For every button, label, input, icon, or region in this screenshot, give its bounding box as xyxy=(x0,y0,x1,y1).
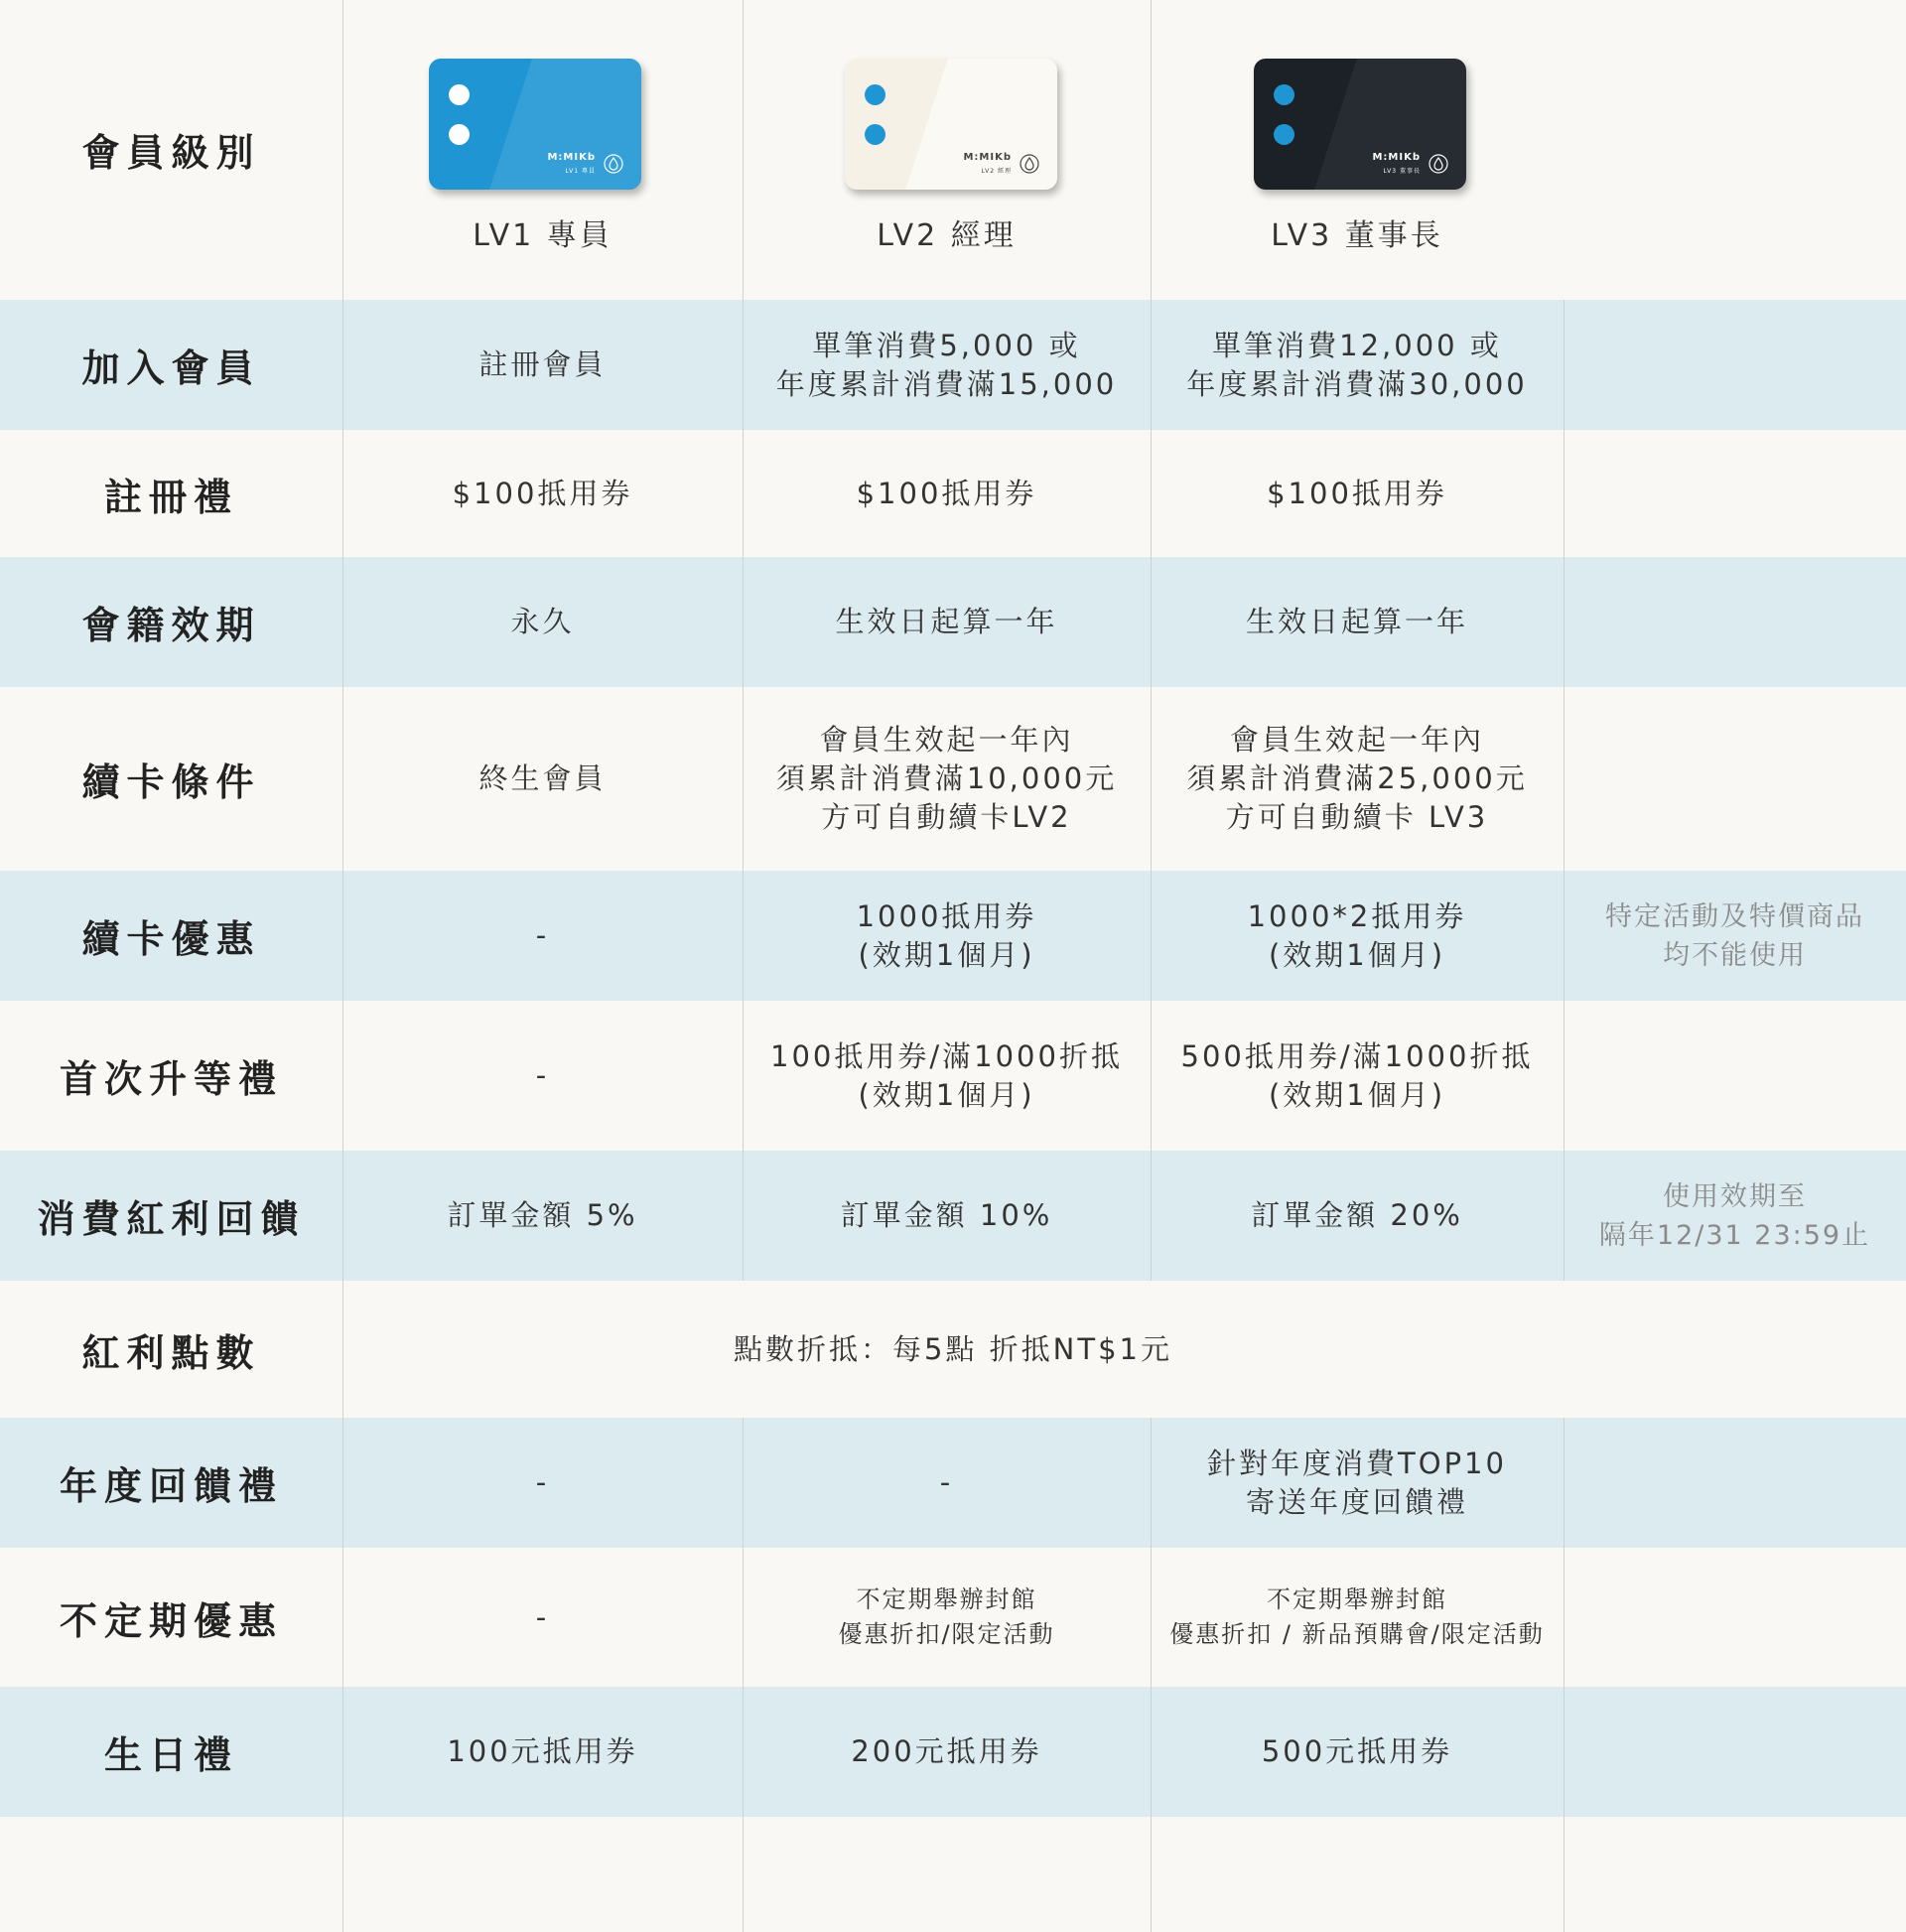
row-label: 註冊禮 xyxy=(103,475,238,519)
tier-value-lv2: 200元抵用券 xyxy=(851,1734,1042,1768)
merged-value: 點數折抵：每5點 折抵NT$1元 xyxy=(734,1331,1172,1366)
tier-name-lv1: LV1 專員 xyxy=(473,218,613,253)
tier-value-lv1: 終生會員 xyxy=(478,761,607,795)
tier-value-lv1: 訂單金額 5% xyxy=(447,1198,638,1232)
column-divider xyxy=(1564,300,1565,1281)
card-logo: M:MIKb xyxy=(963,152,1012,163)
tier-value-lv1: - xyxy=(535,1058,550,1092)
row-label: 會籍效期 xyxy=(81,604,261,647)
tier-value-lv2: 單筆消費5,000 或 年度累計消費滿15,000 xyxy=(775,328,1118,401)
column-divider xyxy=(1564,1418,1565,1932)
tier-value-lv1: 註冊會員 xyxy=(478,347,607,381)
card-tier-label: LV3 董事長 xyxy=(1383,168,1421,175)
card-dot-icon xyxy=(865,84,885,105)
row-label: 消費紅利回饋 xyxy=(37,1197,306,1241)
card-tier-label: LV1 專員 xyxy=(565,168,596,175)
tier-value-lv2: 生效日起算一年 xyxy=(835,605,1058,638)
tier-value-lv2: - xyxy=(939,1465,954,1499)
card-dot-icon xyxy=(1274,84,1294,105)
member-card-lv3 xyxy=(1254,59,1466,190)
tier-value-lv2: $100抵用券 xyxy=(856,476,1037,510)
tier-value-lv1: - xyxy=(535,1465,550,1499)
tier-value-lv3: 會員生效起一年內 須累計消費滿25,000元 方可自動續卡 LV3 xyxy=(1186,723,1528,834)
row-label: 首次升等禮 xyxy=(59,1057,283,1101)
row-label: 續卡優惠 xyxy=(81,917,261,961)
tier-value-lv2: 訂單金額 10% xyxy=(840,1198,1053,1232)
tier-value-lv2: 100抵用券/滿1000折抵 (效期1個月) xyxy=(770,1038,1123,1112)
tier-name-lv2: LV2 經理 xyxy=(877,218,1017,253)
card-logo: M:MIKb xyxy=(547,152,596,163)
tier-value-lv1: $100抵用券 xyxy=(452,476,633,510)
drop-logo-icon xyxy=(604,154,623,174)
tier-value-lv1: 100元抵用券 xyxy=(447,1734,638,1768)
row-label: 生日禮 xyxy=(103,1733,238,1777)
card-dot-icon xyxy=(449,84,470,105)
tier-value-lv1: 永久 xyxy=(510,605,575,638)
tier-value-lv2: 1000抵用券 (效期1個月) xyxy=(856,898,1037,972)
row-label: 年度回饋禮 xyxy=(59,1464,283,1508)
drop-logo-icon xyxy=(1429,154,1448,174)
member-card-lv2 xyxy=(845,59,1057,190)
tier-value-lv3: 500元抵用券 xyxy=(1261,1734,1453,1768)
tier-value-lv3: $100抵用券 xyxy=(1267,476,1447,510)
card-dot-icon xyxy=(1274,124,1294,145)
tier-value-lv3: 針對年度消費TOP10 寄送年度回饋禮 xyxy=(1207,1446,1507,1519)
tier-value-lv3: 生效日起算一年 xyxy=(1245,605,1468,638)
tier-value-lv3: 不定期舉辦封館 優惠折扣 / 新品預購會/限定活動 xyxy=(1169,1586,1545,1648)
tier-value-lv1: - xyxy=(535,918,550,952)
tier-name-lv3: LV3 董事長 xyxy=(1271,218,1443,253)
row-label: 紅利點數 xyxy=(81,1330,261,1375)
drop-logo-icon xyxy=(1020,154,1039,174)
row-label: 續卡條件 xyxy=(81,760,261,804)
tier-value-lv3: 500抵用券/滿1000折抵 (效期1個月) xyxy=(1180,1038,1534,1112)
tier-value-lv3: 訂單金額 20% xyxy=(1251,1198,1463,1232)
row-label: 不定期優惠 xyxy=(59,1598,283,1643)
member-card-lv1 xyxy=(429,59,641,190)
tier-value-lv3: 1000*2抵用券 (效期1個月) xyxy=(1247,898,1467,972)
header-label: 會員級別 xyxy=(81,130,261,175)
row-note: 特定活動及特價商品 均不能使用 xyxy=(1605,900,1864,971)
card-dot-icon xyxy=(449,124,470,145)
tier-value-lv2: 會員生效起一年內 須累計消費滿10,000元 方可自動續卡LV2 xyxy=(775,723,1118,834)
card-tier-label: LV2 經理 xyxy=(981,168,1012,175)
tier-value-lv2: 不定期舉辦封館 優惠折扣/限定活動 xyxy=(838,1586,1055,1648)
card-dot-icon xyxy=(865,124,885,145)
row-note: 使用效期至 隔年12/31 23:59止 xyxy=(1598,1180,1871,1251)
tier-value-lv3: 單筆消費12,000 或 年度累計消費滿30,000 xyxy=(1186,328,1528,401)
tier-value-lv1: - xyxy=(535,1599,550,1634)
row-label: 加入會員 xyxy=(81,346,261,390)
card-logo: M:MIKb xyxy=(1372,152,1421,163)
